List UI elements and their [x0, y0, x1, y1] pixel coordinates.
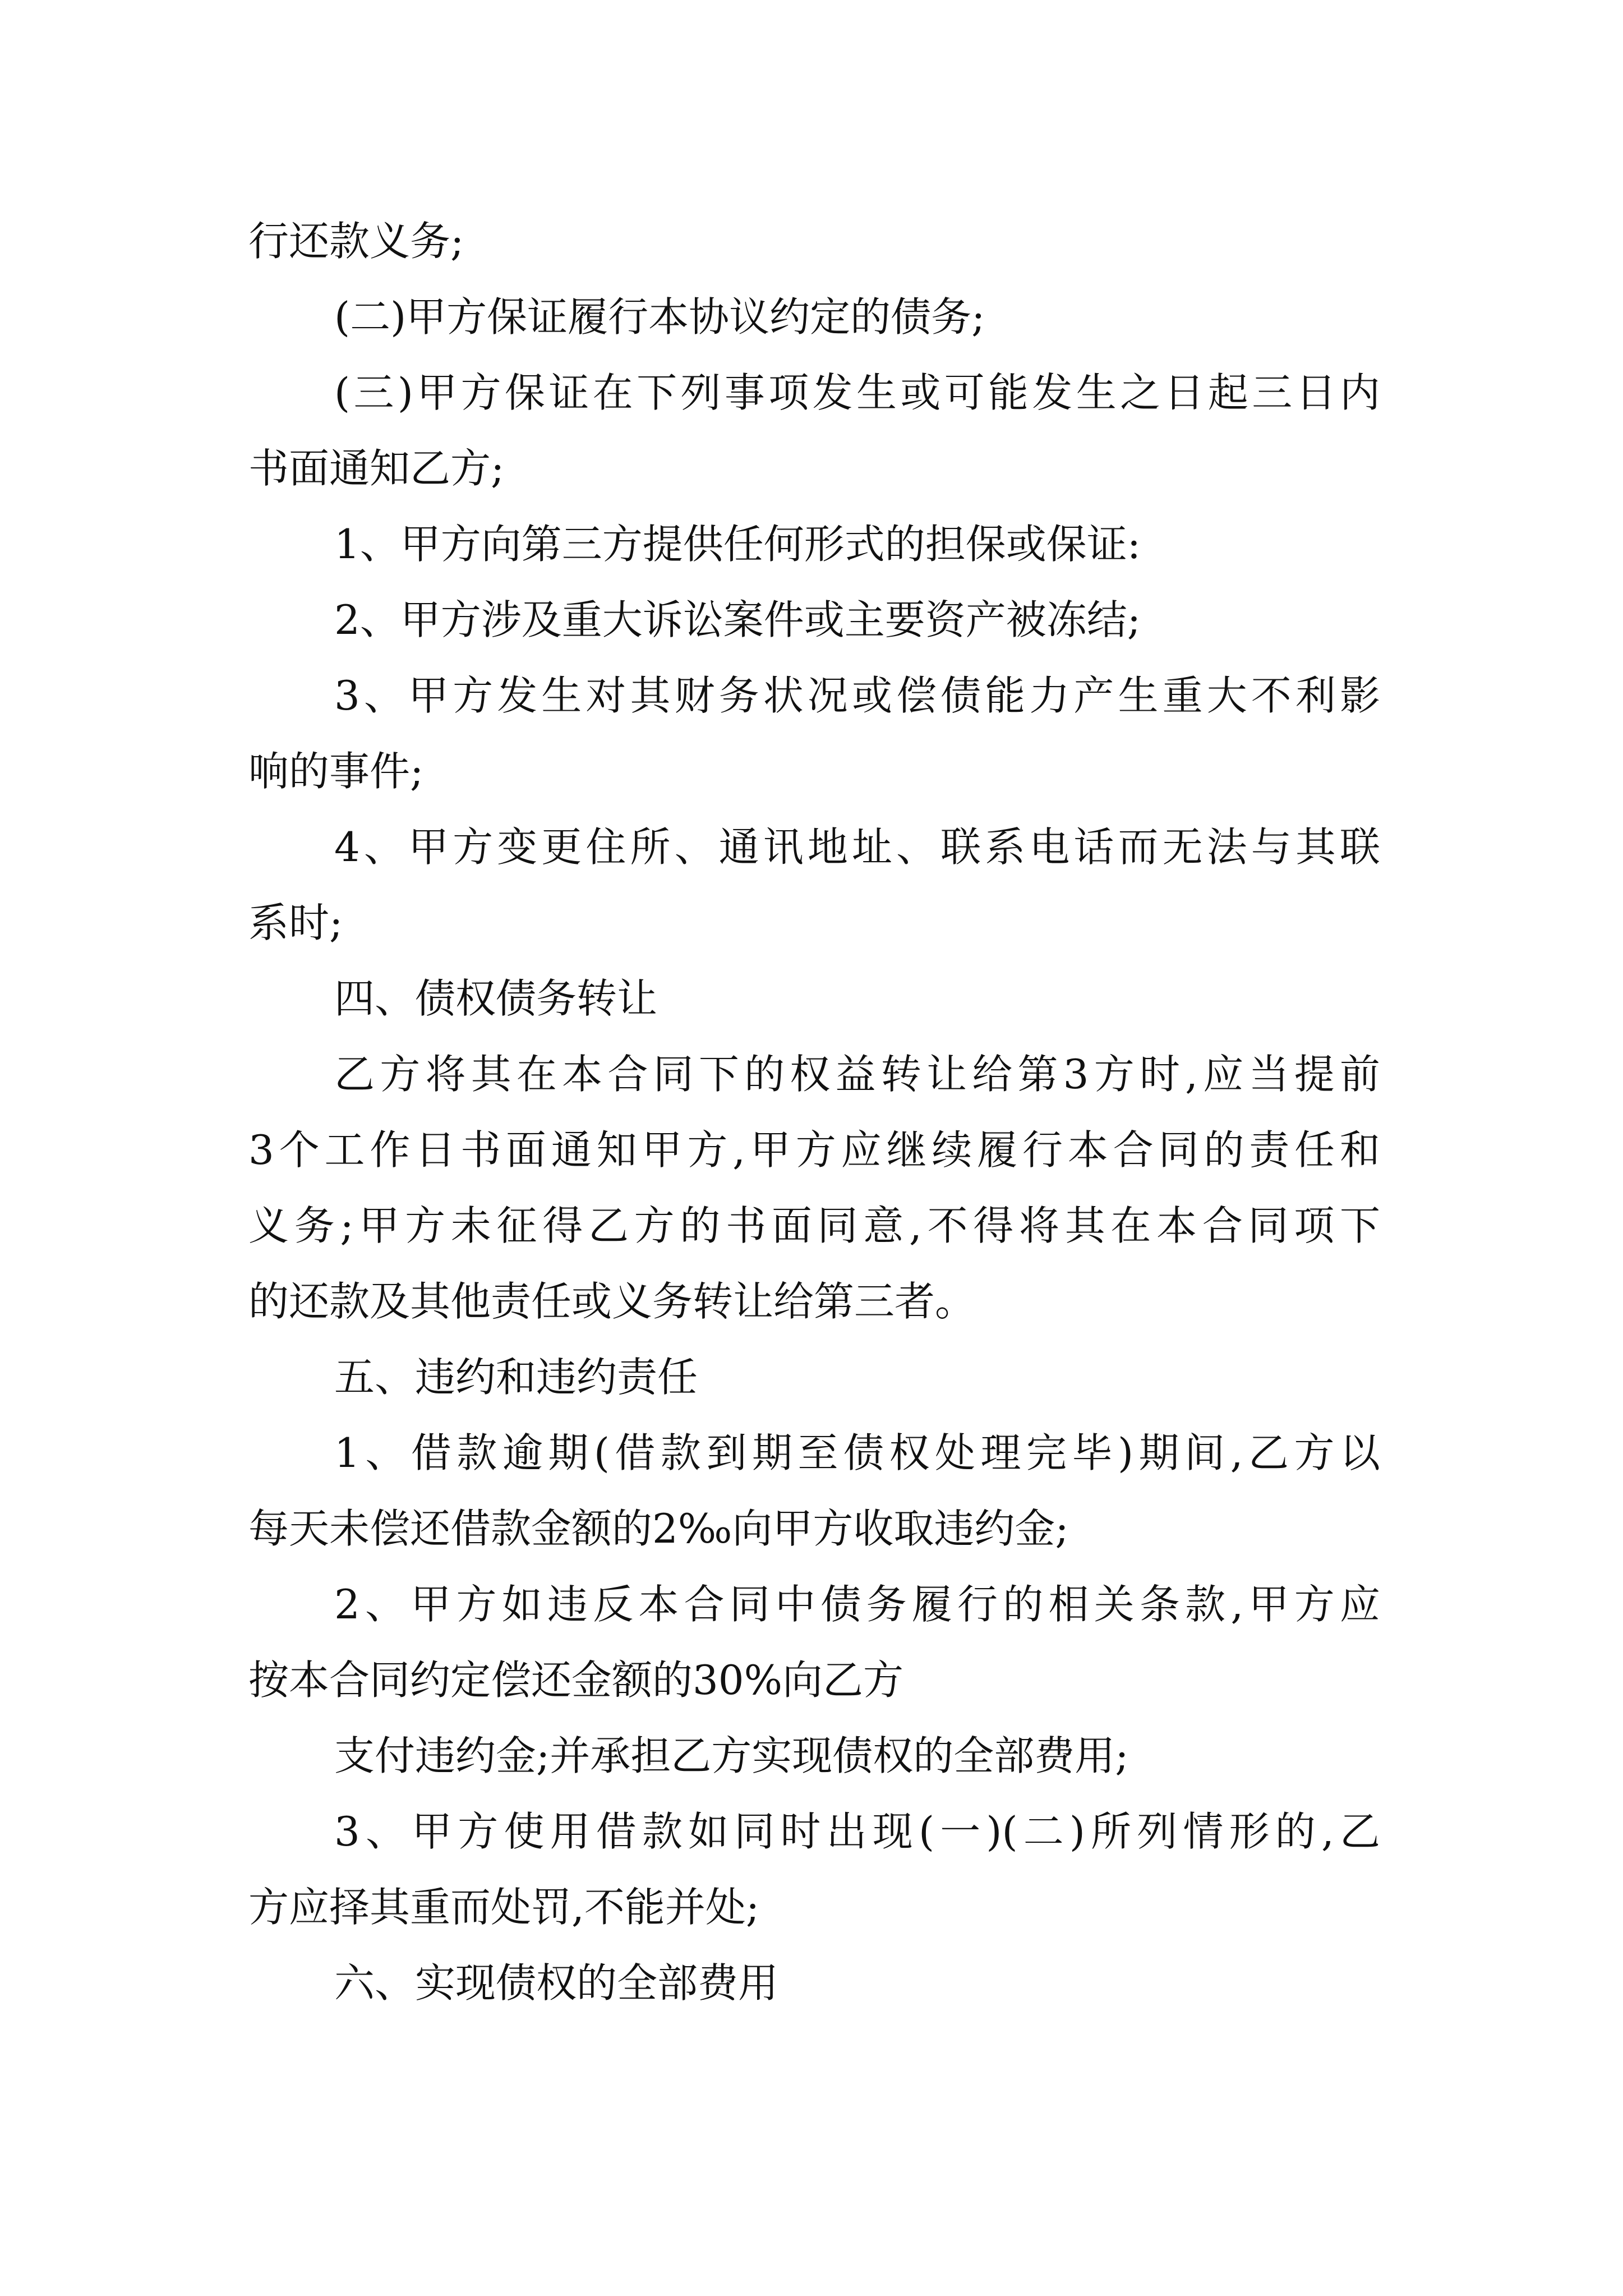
text-line-content: 按本合同约定偿还金额的30%向乙方 [248, 1657, 904, 1704]
text-line [0, 1119, 1623, 1181]
text-line-content: 2、甲方如违反本合同中债务履行的相关条款,甲方应 [334, 1581, 1380, 1628]
text-line-content: 支付违约金;并承担乙方实现债权的全部费用; [334, 1732, 1129, 1779]
text-line-content: 3个工作日书面通知甲方,甲方应继续履行本合同的责任和 [248, 1126, 1380, 1174]
text-line-content: 方应择其重而处罚,不能并处; [248, 1884, 760, 1931]
section-heading-text: 六、实现债权的全部费用 [334, 1959, 779, 2007]
text-line [0, 740, 1623, 802]
text-line-content: 3、甲方使用借款如同时出现(一)(二)所列情形的,乙 [334, 1808, 1380, 1855]
text-line [0, 210, 1623, 272]
text-line-content: 4、甲方变更住所、通讯地址、联系电话而无法与其联 [334, 823, 1380, 871]
text-line-content: 3、甲方发生对其财务状况或偿债能力产生重大不利影 [334, 672, 1380, 719]
text-line-content: 书面通知乙方; [248, 445, 505, 492]
text-line-content: 每天未偿还借款金额的2‰向甲方收取违约金; [248, 1505, 1069, 1552]
text-line-content: 系时; [248, 899, 343, 946]
text-line [0, 1725, 1623, 1787]
section-heading-text: 四、债权债务转让 [334, 975, 658, 1022]
text-line [0, 438, 1623, 499]
text-line [0, 816, 1623, 878]
text-line [0, 1876, 1623, 1938]
text-line [0, 286, 1623, 348]
text-line-content: 响的事件; [248, 748, 424, 795]
text-line-content: 的还款及其他责任或义务转让给第三者。 [248, 1278, 976, 1325]
text-line [0, 1573, 1623, 1635]
text-line [0, 513, 1623, 575]
text-line-content: 2、甲方涉及重大诉讼案件或主要资产被冻结; [334, 596, 1141, 643]
text-line [0, 1043, 1623, 1105]
text-line [0, 1801, 1623, 1862]
section-heading [0, 968, 1623, 1029]
text-line-content: (三)甲方保证在下列事项发生或可能发生之日起三日内 [334, 369, 1380, 416]
text-line [0, 1498, 1623, 1559]
text-line [0, 362, 1623, 424]
text-line [0, 589, 1623, 651]
text-line-content: (二)甲方保证履行本协议约定的债务; [334, 293, 985, 341]
text-line [0, 1271, 1623, 1332]
text-line [0, 665, 1623, 726]
text-line-content: 义务;甲方未征得乙方的书面同意,不得将其在本合同项下 [248, 1202, 1380, 1249]
text-line [0, 1649, 1623, 1711]
text-line-content: 1、借款逾期(借款到期至债权处理完毕)期间,乙方以 [334, 1429, 1380, 1476]
text-line-content: 乙方将其在本合同下的权益转让给第3方时,应当提前 [334, 1051, 1380, 1098]
text-line [0, 1422, 1623, 1484]
section-heading [0, 1952, 1623, 2014]
text-line-content: 行还款义务; [248, 218, 464, 265]
text-line [0, 1195, 1623, 1257]
section-heading-text: 五、违约和违约责任 [334, 1354, 698, 1401]
section-heading [0, 1346, 1623, 1408]
text-line [0, 892, 1623, 954]
text-line-content: 1、甲方向第三方提供任何形式的担保或保证: [334, 521, 1141, 568]
